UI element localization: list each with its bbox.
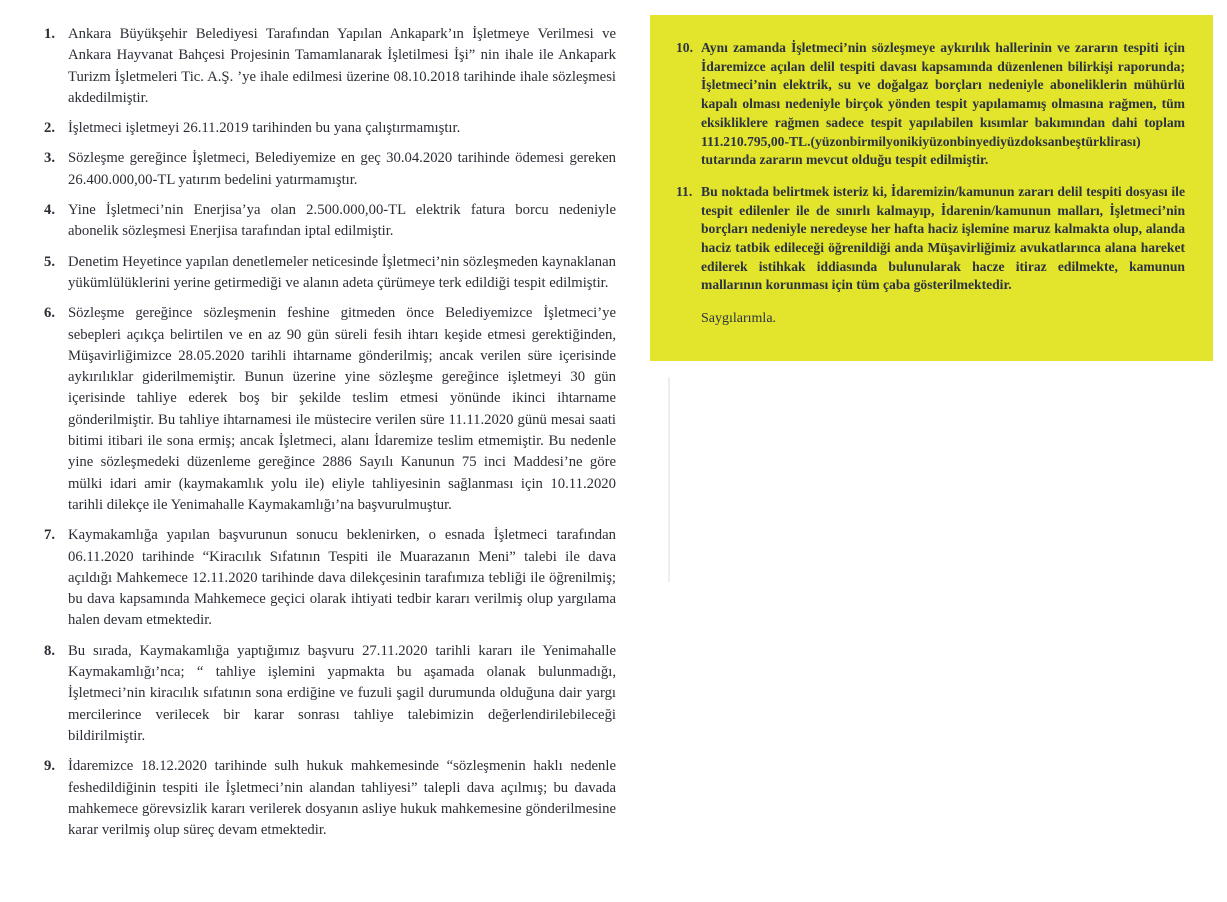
item-number: 1. [44, 26, 56, 42]
item-number: 11. [676, 183, 693, 199]
list-item-4 [44, 200, 616, 243]
item-number: 9. [44, 758, 56, 775]
item-text: Kaymakamlığa yapılan başvurunun sonucu beklenirken, o esnada İşletmeci tarafından 06.11.2020 tarihinde “Kiracılık Sıfatının Tespiti ile Muarazanın Meni” talebi ile dava açıldığı Mahkemece 12.11.2020 tarihinde dava dilekçesinin tarafımıza tebliği ile öğrenilmiş; bu dava kapsamında Mahkemece geçici olarak ihtiyati tedbir kararı verilmiş olup yargılama halen devam etmektedir. [68, 527, 616, 629]
item-number: 6. [44, 305, 56, 322]
closing-salutation: Saygılarımla. [701, 311, 777, 327]
list-item-9 [44, 756, 616, 841]
item-number: 8. [44, 642, 56, 659]
list-item-2 [44, 118, 616, 139]
item-text: Aynı zamanda İşletmeci’nin sözleşmeye aykırılık hallerinin ve zararın tespiti için İdaremizce açılan delil tespiti davası kapsamında düzenlenen bilirkişi raporunda; İşletmeci’nin elektrik, su ve doğalgaz borçları nedeniyle aboneliklerin mühürlü kapalı olması nedeniyle birçok yönden tespit yapılamamış olmasına rağmen, tüm eksikliklere rağmen sadece tespit yapılabilen kısımlar bakımından dahi toplam 111.210.795,00-TL.(yüzonbirmilyonikiyüzonbinyediyüzdoksanbeştürklirası) tutarında zararın mevcut olduğu tespit edilmiştir. [701, 40, 1185, 168]
highlighted-note [650, 15, 1213, 361]
item-number: 4. [44, 202, 56, 219]
list-item-8 [44, 641, 616, 747]
item-text: İdaremizce 18.12.2020 tarihinde sulh hukuk mahkemesinde “sözleşmenin haklı nedenle feshedildiğinin tespiti ile İşletmeci’nin alandan tahliyesi” talepli dava açılmış; bu davada mahkemece görevsizlik kararı verilerek dosyanın asliye hukuk mahkemesine gönderilmesine karar verilmiş olup süreç devam etmektedir. [68, 758, 616, 839]
item-text: Sözleşme gereğince İşletmeci, Belediyemize en geç 30.04.2020 tarihinde ödemesi gereken 26.400.000,00-TL yatırım bedelini yatırmamıştır. [68, 150, 616, 188]
item-text: Yine İşletmeci’nin Enerjisa’ya olan 2.500.000,00-TL elektrik fatura borcu nedeniyle abonelik sözleşmesi Enerjisa tarafından iptal edilmiştir. [68, 202, 616, 240]
item-text: Sözleşme gereğince sözleşmenin feshine gitmeden önce Belediyemizce İşletmeci’ye sebepleri açıkça belirtilen ve en az 90 gün süreli fesih ihtarı keşide etmesi gerektiğinden, Müşavirliğimizce 28.05.2020 tarihli ihtarname gönderilmiş; ancak verilen süre içerisinde aykırılıklar giderilmemiştir. Bunun üzerine yine sözleşme gereğince işletmeyi 30 gün içerisinde tahliye ederek boş bir şekilde teslim etmesi yönünde ikinci ihtarname gönderilmiştir. Bu tahliye ihtarnamesi ile müstecire verilen süre 11.11.2020 günü mesai saati bitimi itibari ile sona ermiş; ancak İşletmeci, alanı İdaremize teslim etmemiştir. Bu nedenle yine sözleşmedeki düzenleme gereğince 2886 Sayılı Kanunun 75 inci Maddesi’ne göre mülki idari amir (kaymakamlık yolu ile) eliyle tahliyesinin sağlanması için 10.11.2020 tarihli dilekçe ile Yenimahalle Kaymakamlığı’na başvurulmuştur. [68, 305, 616, 513]
list-item-10 [676, 39, 1185, 170]
item-text: İşletmeci işletmeyi 26.11.2019 tarihinden bu yana çalıştırmamıştır. [68, 120, 461, 137]
item-number: 7. [44, 527, 56, 544]
item-number: 3. [44, 150, 56, 167]
list-item-5 [44, 252, 616, 295]
list-item-1 [44, 24, 616, 109]
list-item-6 [44, 303, 616, 516]
item-text: Bu noktada belirtmek isteriz ki, İdaremizin/kamunun zararı delil tespiti dosyası ile tespit edilenler ile de sınırlı kalmayıp, İdarenin/kamunun malları, İşletmeci’nin borçları nedeniyle neredeyse her hafta haciz işlemine maruz kalmakta olup, alanda haciz tatbik edileceği öğrenildiği anda Müşavirliğimiz avukatlarınca alana hareket edilerek istihkak iddiasında bulunularak hacze itiraz edilmekte, kamunun mallarının korunması için tüm çaba gösterilmektedir. [701, 183, 1185, 293]
item-text: Denetim Heyetince yapılan denetlemeler neticesinde İşletmeci’nin sözleşmeden kaynaklanan yükümlülüklerini yerine getirmediği ve alanın adeta çürümeye terk edildiği tespit edilmiştir. [68, 253, 616, 291]
list-item-7 [44, 525, 616, 631]
item-number: 5. [44, 253, 56, 270]
scan-fold-line [668, 377, 670, 582]
list-item-11 [676, 183, 1185, 295]
item-number: 2. [44, 120, 56, 137]
item-number: 10. [676, 40, 693, 55]
item-text: Ankara Büyükşehir Belediyesi Tarafından Yapılan Ankapark’ın İşletmeye Verilmesi ve Ankara Hayvanat Bahçesi Projesinin Tamamlanarak İşletilmesi İşi” nin ihale ile Ankapark Turizm İşletmeleri Tic. A.Ş. ’ye ihale edilmesi üzerine 08.10.2018 tarihinde ihale sözleşmesi akdedilmiştir. [68, 26, 616, 106]
list-item-3 [44, 148, 616, 191]
left-column [44, 24, 616, 850]
item-text: Bu sırada, Kaymakamlığa yaptığımız başvuru 27.11.2020 tarihli kararı ile Yenimahalle Kaymakamlığı’nca; “ tahliye işlemini yapmakta bu aşamada olanak bulunmadığı, İşletmeci’nin kiracılık sıfatının sona erdiğine ve fuzuli şagil durumunda olduğuna dair yargı mercilerince verilecek bir karar sonrası tahliye talebimizin değerlendirilebileceği bildirilmiştir. [68, 642, 616, 744]
